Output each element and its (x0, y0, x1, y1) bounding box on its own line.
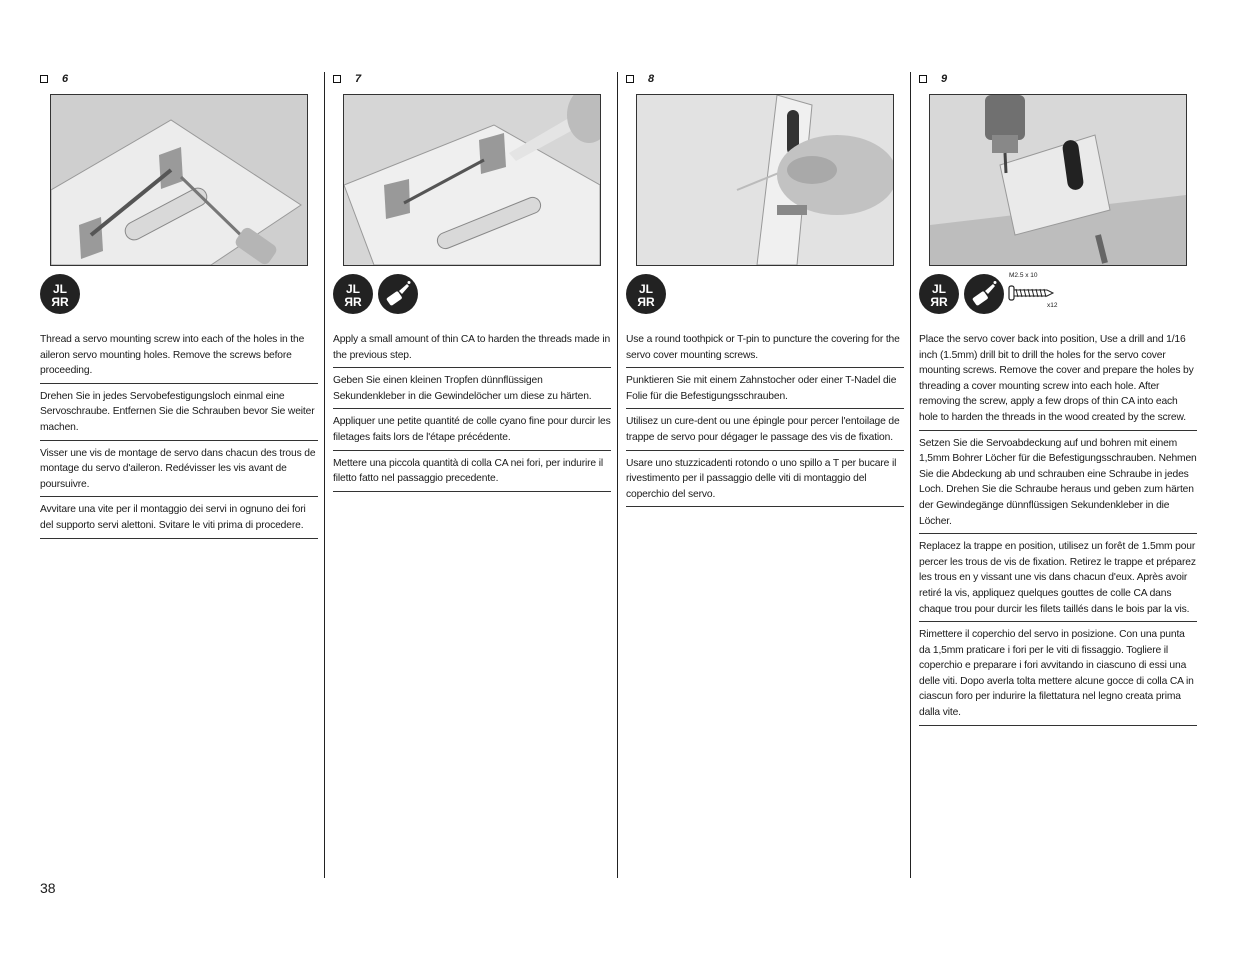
paragraph-it: Mettere una piccola quantità di colla CA nei fori, per indurire il filetto fatto nel passaggio precedente. (333, 451, 611, 492)
ca-glue-bottle-icon (378, 274, 418, 314)
tool-icons (919, 274, 1197, 328)
paragraph-en: Use a round toothpick or T-pin to puncture the covering for the servo cover mounting screws. (626, 328, 904, 368)
step-header (919, 70, 1197, 88)
ca-glue-bottle-icon (964, 274, 1004, 314)
svg-text:ЯR: ЯR (637, 295, 655, 308)
screwdriver-icon (40, 274, 80, 314)
svg-text:ЯR: ЯR (51, 295, 69, 308)
screw-icon (1007, 285, 1059, 301)
svg-text:ЯR: ЯR (930, 295, 948, 308)
tool-icons (40, 274, 318, 328)
step-header (626, 70, 904, 88)
paragraph-fr: Replacez la trappe en position, utilisez un forêt de 1.5mm pour percer les trous de vis de fixation. Retirez le trappe et préparez les trous en y vissant une vis dans chacun d'eux. Après avoir retiré la vis, appliquez quelques gouttes de colle CA dans chaque trou pour durcir les filets taillés dans le bois par la vis. (919, 534, 1197, 622)
screwdriver-icon (919, 274, 959, 314)
step-7-column (333, 70, 611, 492)
svg-text:ЯR: ЯR (344, 295, 362, 308)
checkbox-icon[interactable] (40, 75, 48, 83)
paragraph-en: Thread a servo mounting screw into each of the holes in the aileron servo mounting holes. Remove the screws before proceeding. (40, 328, 318, 384)
screwdriver-icon (626, 274, 666, 314)
paragraph-en: Apply a small amount of thin CA to harden the threads made in the previous step. (333, 328, 611, 368)
paragraph-it: Rimettere il coperchio del servo in posizione. Con una punta da 1,5mm praticare i fori per le viti di fissaggio. Togliere il coperchio e preparare i fori avvitando in ciascuno di essi una delle viti. Dopo averla tolta mettere alcune gocce di colla CA in ciascun foro per indurire la filettatura nel legno creata prima dalla vite. (919, 622, 1197, 726)
checkbox-icon[interactable] (333, 75, 341, 83)
step-photo (636, 94, 894, 266)
step-number: 7 (355, 73, 362, 85)
checkbox-icon[interactable] (919, 75, 927, 83)
paragraph-de: Setzen Sie die Servoabdeckung auf und bohren mit einem 1,5mm Bohrer Löcher für die Befestigungsschrauben. Nehmen Sie die Abdeckung ab und schrauben eine Schraube in jedes Loch. Drehen Sie die Schraube heraus und geben zum härten der Gewindegänge dünnflüssigen Sekundenkleber in die Löcher. (919, 431, 1197, 535)
step-8-column (626, 70, 904, 507)
svg-text:JL: JL (638, 282, 654, 296)
step-header (333, 70, 611, 88)
column-divider (910, 72, 911, 878)
paragraph-fr: Appliquer une petite quantité de colle cyano fine pour durcir les filetages faits lors de l'étape précédente. (333, 409, 611, 450)
step-6-column (40, 70, 318, 539)
checkbox-icon[interactable] (626, 75, 634, 83)
paragraph-de: Geben Sie einen kleinen Tropfen dünnflüssigen Sekundenkleber in die Gewindelöcher um diese zu härten. (333, 368, 611, 409)
paragraph-it: Usare uno stuzzicadenti rotondo o uno spillo a T per bucare il rivestimento per il passaggio delle viti di montaggio del coperchio del servo. (626, 451, 904, 508)
step-photo (50, 94, 308, 266)
paragraph-de: Drehen Sie in jedes Servobefestigungsloch einmal eine Servoschraube. Entfernen Sie die Schrauben bevor Sie weiter machen. (40, 384, 318, 441)
paragraph-en: Place the servo cover back into position, Use a drill and 1/16 inch (1.5mm) drill bit to drill the holes for the servo cover mounting screws. Remove the cover and prepare the holes by threading a cover mounting screw into each hole. After removing the screw, apply a few drops of thin CA into each hole to harden the threads in the wood created by the screw. (919, 328, 1197, 431)
column-divider (617, 72, 618, 878)
step-9-column (919, 70, 1197, 726)
step-header (40, 70, 318, 88)
paragraph-fr: Utilisez un cure-dent ou une épingle pour percer l'entoilage de trappe de servo pour dégager le passage des vis de fixation. (626, 409, 904, 450)
step-number: 9 (941, 73, 948, 85)
svg-text:JL: JL (931, 282, 947, 296)
page-number: 38 (40, 880, 56, 896)
paragraph-fr: Visser une vis de montage de servo dans chacun des trous de montage du servo d'aileron. Redévisser les vis avant de poursuivre. (40, 441, 318, 498)
svg-text:JL: JL (345, 282, 361, 296)
paragraph-de: Punktieren Sie mit einem Zahnstocher oder einer T-Nadel die Folie für die Befestigungsschrauben. (626, 368, 904, 409)
step-number: 8 (648, 73, 655, 85)
step-number: 6 (62, 73, 69, 85)
screw-size-label: M2.5 x 10 (1009, 272, 1038, 279)
column-divider (324, 72, 325, 878)
screw-quantity: x12 (1047, 302, 1058, 309)
paragraph-it: Avvitare una vite per il montaggio dei servi in ognuno dei fori del supporto servi alettoni. Svitare le viti prima di procedere. (40, 497, 318, 538)
step-photo (343, 94, 601, 266)
screwdriver-icon (333, 274, 373, 314)
tool-icons (626, 274, 904, 328)
svg-text:JL: JL (52, 282, 68, 296)
tool-icons (333, 274, 611, 328)
screw-spec (1009, 274, 1069, 314)
step-photo (929, 94, 1187, 266)
